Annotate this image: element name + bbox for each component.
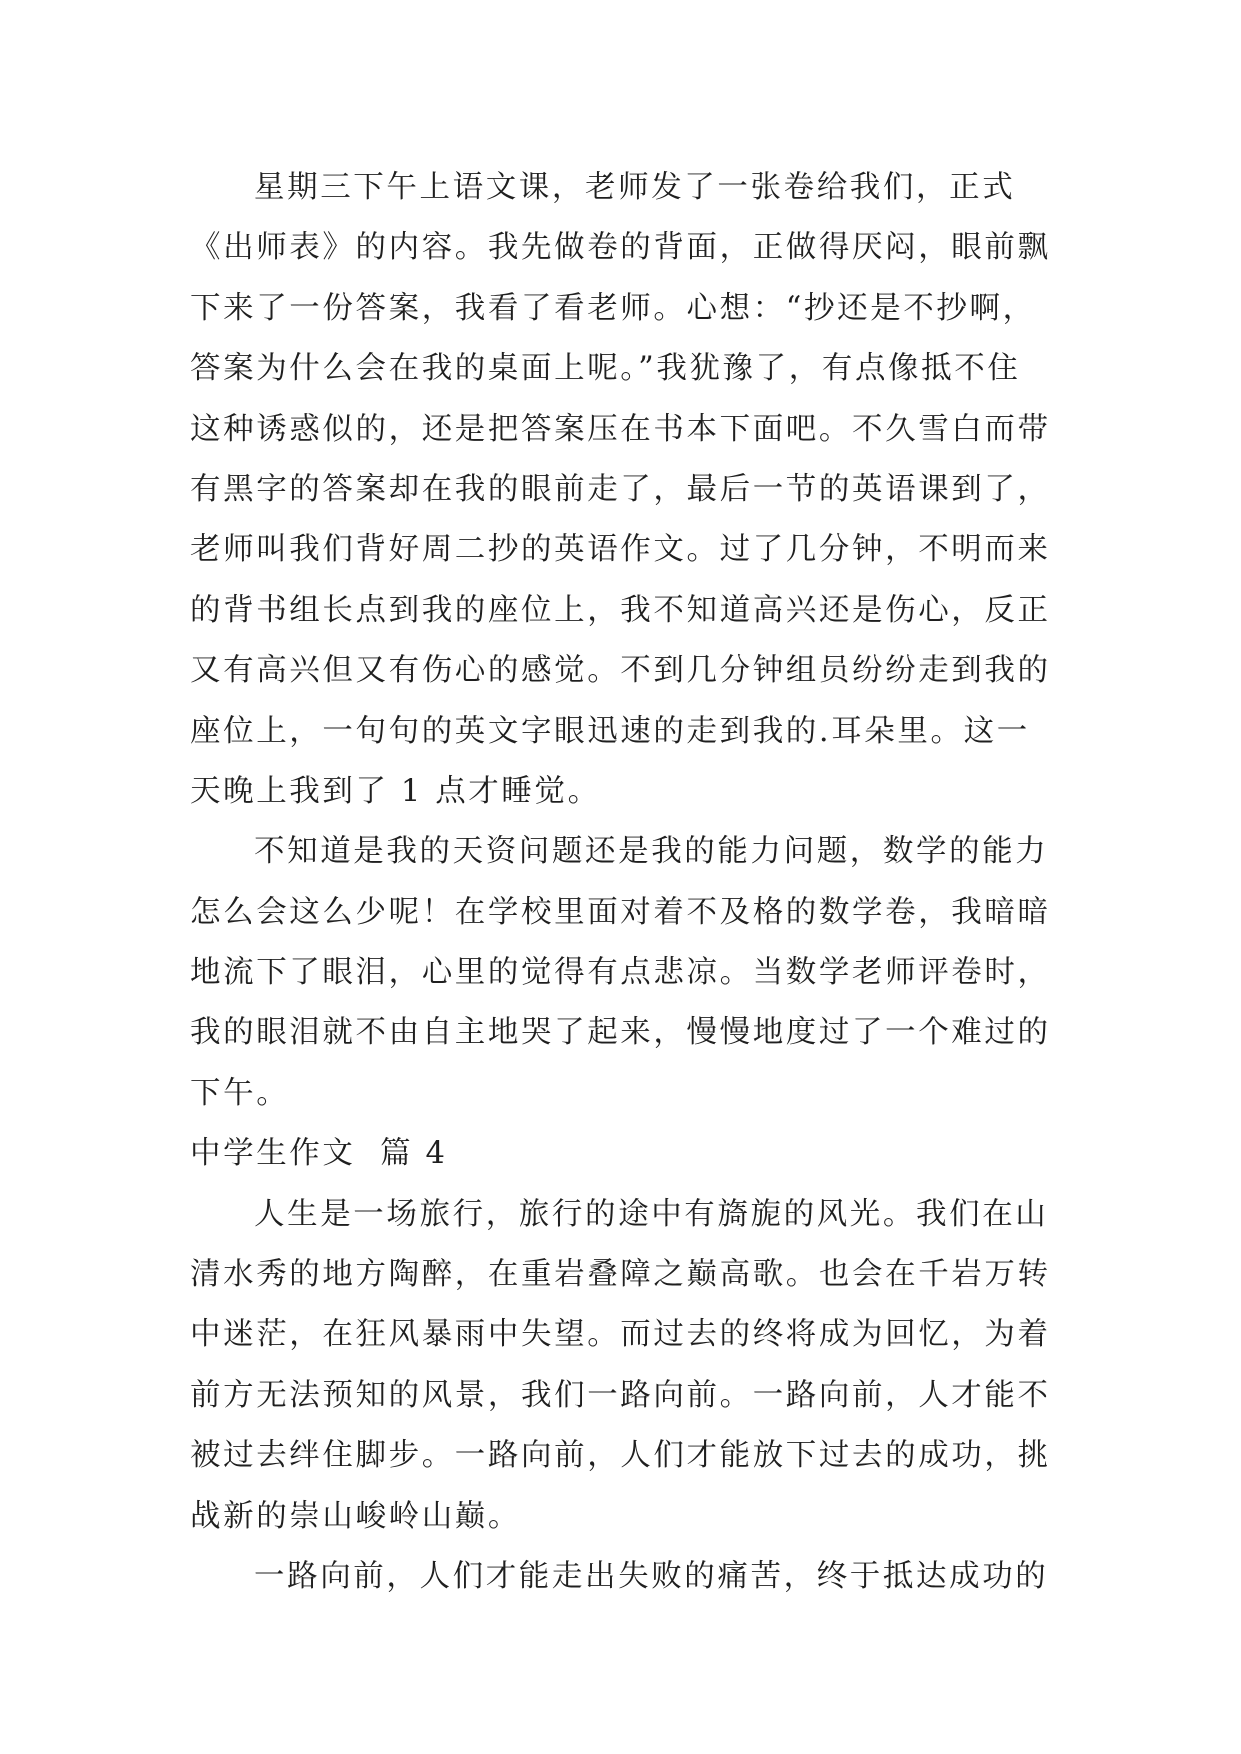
text-line: 座位上，一句句的英文字眼迅速的走到我的.耳朵里。这一 <box>190 713 1030 749</box>
text-line: 老师叫我们背好周二抄的英语作文。过了几分钟，不明而来 <box>190 532 1051 568</box>
text-line: 《出师表》的内容。我先做卷的背面，正做得厌闷，眼前飘 <box>190 230 1051 266</box>
text-line: 天晚上我到了 1 点才睡觉。 <box>190 773 601 809</box>
text-line: 一路向前，人们才能走出失败的痛苦，终于抵达成功的 <box>254 1558 1049 1594</box>
paragraph-1 <box>190 158 1070 822</box>
text-line: 答案为什么会在我的桌面上呢。”我犹豫了，有点像抵不住 <box>190 351 1021 387</box>
text-line: 下来了一份答案，我看了看老师。心想：“抄还是不抄啊， <box>190 290 1036 326</box>
paragraph-2 <box>190 822 1070 1124</box>
text-line: 战新的崇山峻岭山巅。 <box>190 1498 521 1534</box>
text-line: 怎么会这么少呢！在学校里面对着不及格的数学卷，我暗暗 <box>190 894 1051 930</box>
text-line: 人生是一场旅行，旅行的途中有旖旎的风光。我们在山 <box>254 1196 1049 1232</box>
text-line: 地流下了眼泪，心里的觉得有点悲凉。当数学老师评卷时， <box>190 955 1051 991</box>
text-line: 星期三下午上语文课，老师发了一张卷给我们，正式 <box>254 170 1016 205</box>
text-line: 下午。 <box>190 1075 290 1111</box>
paragraph-3 <box>190 1185 1070 1547</box>
text-line: 这种诱惑似的，还是把答案压在书本下面吧。不久雪白而带 <box>190 411 1051 447</box>
text-line: 前方无法预知的风景，我们一路向前。一路向前，人才能不 <box>190 1377 1051 1413</box>
text-line: 又有高兴但又有伤心的感觉。不到几分钟组员纷纷走到我的 <box>190 653 1051 689</box>
text-line: 有黑字的答案却在我的眼前走了，最后一节的英语课到了， <box>190 471 1051 507</box>
document-body <box>190 158 1070 1607</box>
text-line: 被过去绊住脚步。一路向前，人们才能放下过去的成功，挑 <box>190 1438 1051 1474</box>
text-line: 不知道是我的天资问题还是我的能力问题，数学的能力 <box>254 834 1049 870</box>
text-line: 清水秀的地方陶醉，在重岩叠障之巅高歌。也会在千岩万转 <box>190 1257 1051 1293</box>
text-line: 我的眼泪就不由自主地哭了起来，慢慢地度过了一个难过的 <box>190 1015 1051 1051</box>
paragraph-4 <box>190 1547 1070 1607</box>
text-line: 中迷茫，在狂风暴雨中失望。而过去的终将成为回忆，为着 <box>190 1317 1051 1353</box>
heading-text: 中学生作文 篇 4 <box>190 1136 448 1172</box>
text-line: 的背书组长点到我的座位上，我不知道高兴还是伤心，反正 <box>190 592 1051 628</box>
section-heading <box>190 1124 1070 1184</box>
